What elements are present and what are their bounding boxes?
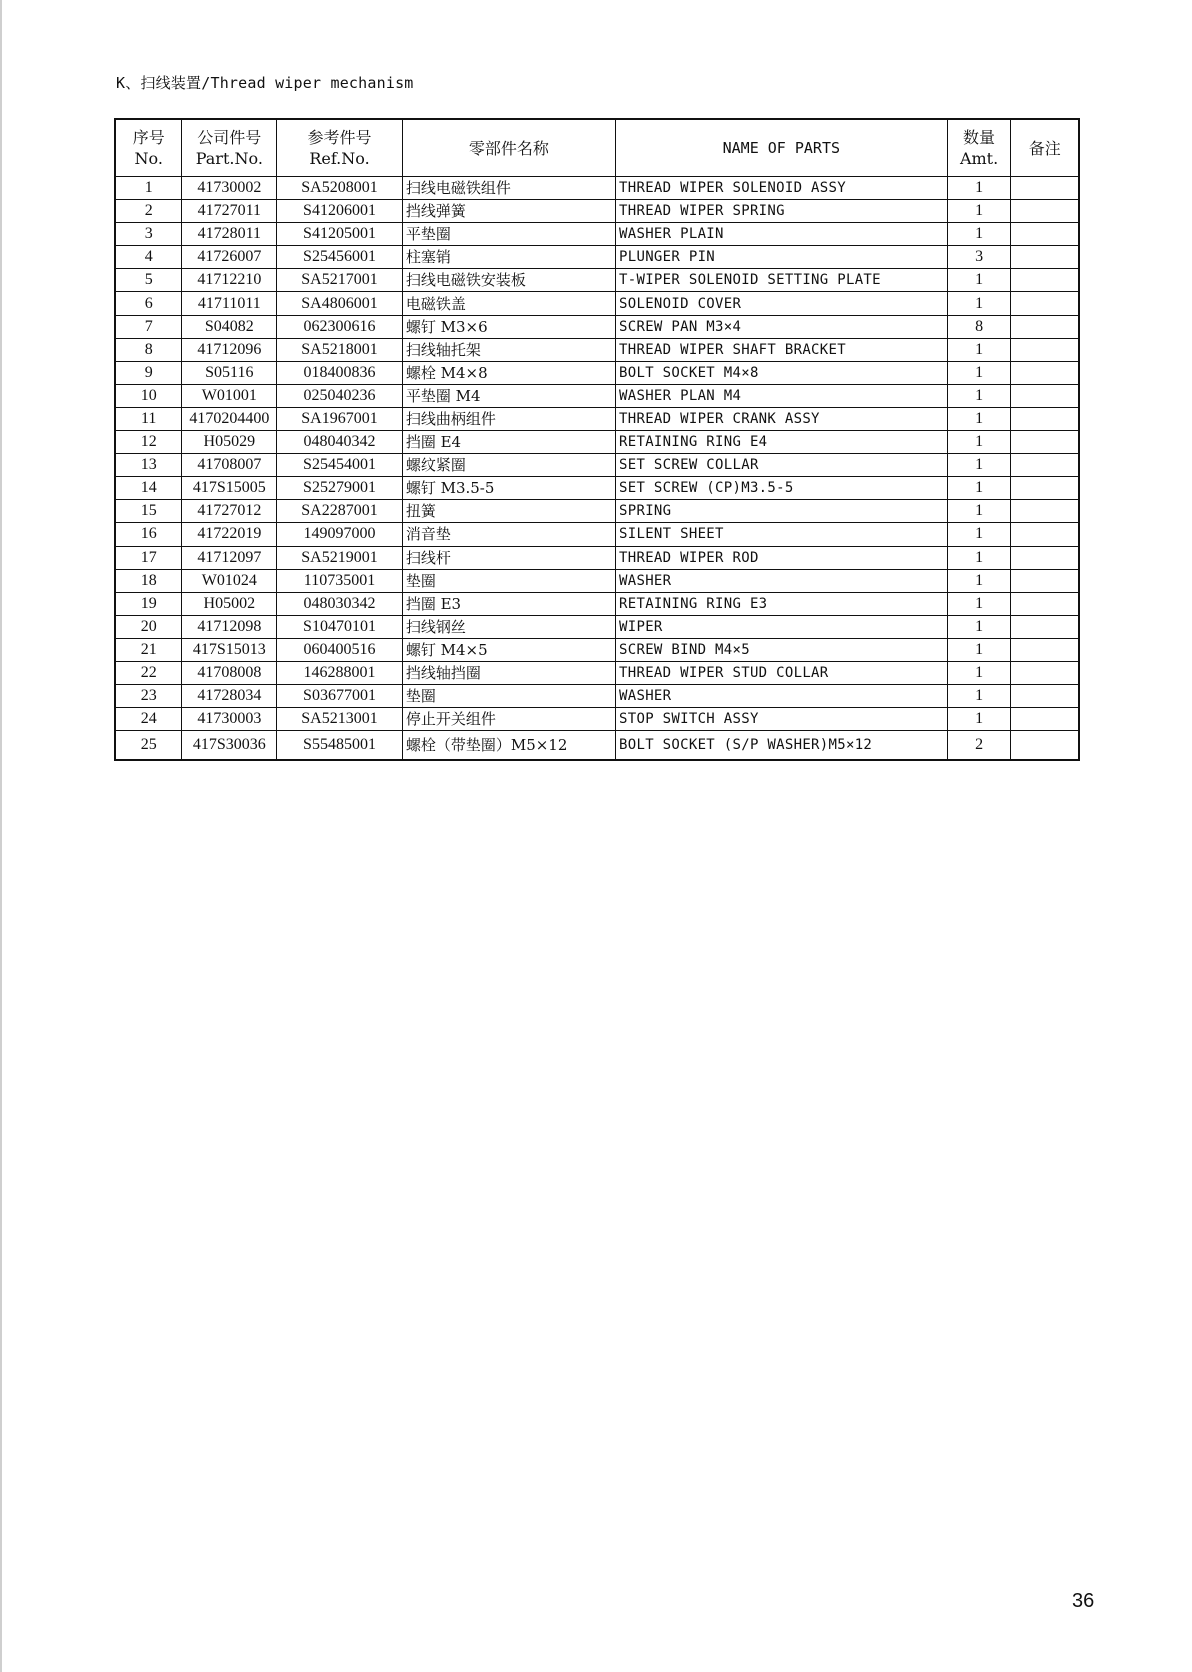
cell-part-no: S05116 — [182, 361, 277, 384]
cell-remark — [1011, 292, 1079, 315]
cell-name-cn: 扫线杆 — [402, 546, 615, 569]
table-row — [115, 407, 1079, 430]
cell-amt: 1 — [947, 454, 1011, 477]
cell-amt: 1 — [947, 407, 1011, 430]
cell-no: 19 — [115, 592, 182, 615]
cell-ref-no: SA5208001 — [277, 177, 403, 200]
cell-ref-no: 062300616 — [277, 315, 403, 338]
cell-name-en: SILENT SHEET — [616, 523, 948, 546]
cell-name-cn: 挡圈 E3 — [402, 592, 615, 615]
cell-name-en: BOLT SOCKET (S/P WASHER)M5×12 — [616, 731, 948, 761]
cell-remark — [1011, 177, 1079, 200]
cell-no: 24 — [115, 708, 182, 731]
table-row — [115, 592, 1079, 615]
cell-amt: 8 — [947, 315, 1011, 338]
cell-part-no: 417S15005 — [182, 477, 277, 500]
cell-name-cn: 螺纹紧圈 — [402, 454, 615, 477]
cell-name-cn: 扭簧 — [402, 500, 615, 523]
cell-name-en: WASHER PLAN M4 — [616, 384, 948, 407]
cell-part-no: 417S15013 — [182, 638, 277, 661]
cell-ref-no: 025040236 — [277, 384, 403, 407]
cell-no: 11 — [115, 407, 182, 430]
cell-ref-no: S25456001 — [277, 246, 403, 269]
cell-no: 12 — [115, 431, 182, 454]
cell-part-no: 41728011 — [182, 223, 277, 246]
table-row — [115, 523, 1079, 546]
table-row — [115, 292, 1079, 315]
cell-amt: 1 — [947, 177, 1011, 200]
cell-ref-no: 146288001 — [277, 661, 403, 684]
table-row — [115, 731, 1079, 761]
cell-ref-no: SA4806001 — [277, 292, 403, 315]
cell-part-no: H05029 — [182, 431, 277, 454]
cell-no: 20 — [115, 615, 182, 638]
cell-name-cn: 扫线电磁铁组件 — [402, 177, 615, 200]
cell-no: 16 — [115, 523, 182, 546]
cell-name-cn: 螺钉 M3×6 — [402, 315, 615, 338]
cell-part-no: 41708008 — [182, 661, 277, 684]
cell-name-cn: 扫线轴托架 — [402, 338, 615, 361]
cell-name-en: THREAD WIPER SOLENOID ASSY — [616, 177, 948, 200]
cell-name-cn: 电磁铁盖 — [402, 292, 615, 315]
cell-remark — [1011, 384, 1079, 407]
cell-part-no: 41712097 — [182, 546, 277, 569]
header-part-no: 公司件号 Part.No. — [182, 119, 277, 177]
cell-ref-no: SA5217001 — [277, 269, 403, 292]
cell-amt: 1 — [947, 569, 1011, 592]
cell-remark — [1011, 731, 1079, 761]
cell-remark — [1011, 569, 1079, 592]
cell-name-en: WASHER PLAIN — [616, 223, 948, 246]
cell-part-no: S04082 — [182, 315, 277, 338]
cell-remark — [1011, 269, 1079, 292]
cell-amt: 1 — [947, 638, 1011, 661]
cell-remark — [1011, 685, 1079, 708]
table-row — [115, 269, 1079, 292]
cell-name-en: SET SCREW (CP)M3.5-5 — [616, 477, 948, 500]
table-row — [115, 615, 1079, 638]
cell-name-cn: 消音垫 — [402, 523, 615, 546]
cell-remark — [1011, 592, 1079, 615]
cell-no: 5 — [115, 269, 182, 292]
cell-amt: 3 — [947, 246, 1011, 269]
cell-name-en: THREAD WIPER SHAFT BRACKET — [616, 338, 948, 361]
table-row — [115, 361, 1079, 384]
cell-ref-no: S41205001 — [277, 223, 403, 246]
cell-name-en: SCREW BIND M4×5 — [616, 638, 948, 661]
cell-part-no: 41708007 — [182, 454, 277, 477]
table-row — [115, 685, 1079, 708]
cell-name-cn: 螺栓（带垫圈）M5×12 — [402, 731, 615, 761]
cell-name-en: SPRING — [616, 500, 948, 523]
table-row — [115, 223, 1079, 246]
cell-no: 21 — [115, 638, 182, 661]
cell-part-no: 41712210 — [182, 269, 277, 292]
cell-name-en: WIPER — [616, 615, 948, 638]
cell-remark — [1011, 477, 1079, 500]
table-row — [115, 384, 1079, 407]
cell-part-no: 41730002 — [182, 177, 277, 200]
cell-no: 8 — [115, 338, 182, 361]
cell-name-en: STOP SWITCH ASSY — [616, 708, 948, 731]
cell-name-cn: 螺钉 M4×5 — [402, 638, 615, 661]
cell-name-cn: 平垫圈 M4 — [402, 384, 615, 407]
cell-name-cn: 扫线钢丝 — [402, 615, 615, 638]
cell-ref-no: 149097000 — [277, 523, 403, 546]
cell-amt: 1 — [947, 592, 1011, 615]
cell-ref-no: S03677001 — [277, 685, 403, 708]
table-row — [115, 708, 1079, 731]
cell-no: 15 — [115, 500, 182, 523]
cell-part-no: 41727012 — [182, 500, 277, 523]
cell-name-cn: 螺栓 M4×8 — [402, 361, 615, 384]
table-row — [115, 200, 1079, 223]
cell-part-no: 41712096 — [182, 338, 277, 361]
cell-part-no: 417S30036 — [182, 731, 277, 761]
cell-no: 17 — [115, 546, 182, 569]
cell-ref-no: SA5218001 — [277, 338, 403, 361]
cell-remark — [1011, 361, 1079, 384]
cell-no: 2 — [115, 200, 182, 223]
table-row — [115, 477, 1079, 500]
cell-part-no: H05002 — [182, 592, 277, 615]
cell-name-en: SET SCREW COLLAR — [616, 454, 948, 477]
cell-name-en: SOLENOID COVER — [616, 292, 948, 315]
header-name-en: NAME OF PARTS — [616, 119, 948, 177]
table-row — [115, 315, 1079, 338]
table-row — [115, 500, 1079, 523]
cell-remark — [1011, 500, 1079, 523]
cell-no: 7 — [115, 315, 182, 338]
cell-amt: 1 — [947, 269, 1011, 292]
cell-amt: 1 — [947, 338, 1011, 361]
cell-ref-no: S25454001 — [277, 454, 403, 477]
cell-part-no: 41727011 — [182, 200, 277, 223]
cell-no: 3 — [115, 223, 182, 246]
cell-ref-no: 048030342 — [277, 592, 403, 615]
cell-ref-no: S55485001 — [277, 731, 403, 761]
table-row — [115, 546, 1079, 569]
cell-no: 18 — [115, 569, 182, 592]
cell-no: 9 — [115, 361, 182, 384]
cell-part-no: 41726007 — [182, 246, 277, 269]
cell-no: 14 — [115, 477, 182, 500]
cell-remark — [1011, 523, 1079, 546]
cell-amt: 1 — [947, 615, 1011, 638]
cell-remark — [1011, 223, 1079, 246]
header-no: 序号 No. — [115, 119, 182, 177]
cell-name-cn: 挡圈 E4 — [402, 431, 615, 454]
table-row — [115, 246, 1079, 269]
cell-name-cn: 挡线轴挡圈 — [402, 661, 615, 684]
cell-amt: 1 — [947, 361, 1011, 384]
cell-no: 23 — [115, 685, 182, 708]
header-amt: 数量 Amt. — [947, 119, 1011, 177]
cell-name-cn: 垫圈 — [402, 569, 615, 592]
cell-ref-no: S10470101 — [277, 615, 403, 638]
cell-ref-no: SA5213001 — [277, 708, 403, 731]
cell-amt: 1 — [947, 292, 1011, 315]
page-left-edge — [0, 0, 2, 1672]
cell-amt: 1 — [947, 708, 1011, 731]
cell-no: 25 — [115, 731, 182, 761]
table-header-row — [115, 119, 1079, 177]
cell-remark — [1011, 546, 1079, 569]
cell-ref-no: S41206001 — [277, 200, 403, 223]
cell-name-en: THREAD WIPER SPRING — [616, 200, 948, 223]
header-remark: 备注 — [1011, 119, 1079, 177]
header-name-cn: 零部件名称 — [402, 119, 615, 177]
cell-no: 4 — [115, 246, 182, 269]
page-number: 36 — [1072, 1590, 1095, 1612]
cell-no: 1 — [115, 177, 182, 200]
cell-amt: 1 — [947, 477, 1011, 500]
cell-name-cn: 停止开关组件 — [402, 708, 615, 731]
table-row — [115, 661, 1079, 684]
cell-amt: 1 — [947, 500, 1011, 523]
cell-amt: 1 — [947, 661, 1011, 684]
cell-ref-no: SA1967001 — [277, 407, 403, 430]
cell-remark — [1011, 246, 1079, 269]
cell-part-no: 41728034 — [182, 685, 277, 708]
cell-name-en: WASHER — [616, 685, 948, 708]
cell-remark — [1011, 454, 1079, 477]
cell-no: 22 — [115, 661, 182, 684]
cell-no: 6 — [115, 292, 182, 315]
cell-remark — [1011, 407, 1079, 430]
cell-ref-no: S25279001 — [277, 477, 403, 500]
cell-part-no: 41730003 — [182, 708, 277, 731]
cell-part-no: 41712098 — [182, 615, 277, 638]
cell-amt: 2 — [947, 731, 1011, 761]
cell-name-en: THREAD WIPER STUD COLLAR — [616, 661, 948, 684]
table-row — [115, 569, 1079, 592]
cell-part-no: W01001 — [182, 384, 277, 407]
cell-name-cn: 螺钉 M3.5-5 — [402, 477, 615, 500]
cell-remark — [1011, 661, 1079, 684]
cell-ref-no: 110735001 — [277, 569, 403, 592]
cell-ref-no: 048040342 — [277, 431, 403, 454]
cell-amt: 1 — [947, 431, 1011, 454]
cell-name-en: WASHER — [616, 569, 948, 592]
cell-remark — [1011, 338, 1079, 361]
section-title: K、扫线装置/Thread wiper mechanism — [116, 74, 414, 92]
cell-amt: 1 — [947, 200, 1011, 223]
cell-name-cn: 柱塞销 — [402, 246, 615, 269]
table-row — [115, 431, 1079, 454]
cell-name-cn: 扫线曲柄组件 — [402, 407, 615, 430]
cell-ref-no: SA5219001 — [277, 546, 403, 569]
table-row — [115, 454, 1079, 477]
cell-ref-no: SA2287001 — [277, 500, 403, 523]
cell-name-cn: 垫圈 — [402, 685, 615, 708]
cell-part-no: W01024 — [182, 569, 277, 592]
cell-no: 10 — [115, 384, 182, 407]
cell-name-en: PLUNGER PIN — [616, 246, 948, 269]
cell-amt: 1 — [947, 384, 1011, 407]
cell-part-no: 4170204400 — [182, 407, 277, 430]
cell-remark — [1011, 200, 1079, 223]
cell-name-en: T-WIPER SOLENOID SETTING PLATE — [616, 269, 948, 292]
cell-remark — [1011, 315, 1079, 338]
cell-ref-no: 018400836 — [277, 361, 403, 384]
cell-name-en: BOLT SOCKET M4×8 — [616, 361, 948, 384]
cell-amt: 1 — [947, 523, 1011, 546]
cell-amt: 1 — [947, 223, 1011, 246]
table-row — [115, 338, 1079, 361]
table-row — [115, 177, 1079, 200]
header-ref-no: 参考件号 Ref.No. — [277, 119, 403, 177]
cell-part-no: 41711011 — [182, 292, 277, 315]
cell-remark — [1011, 431, 1079, 454]
cell-name-en: THREAD WIPER CRANK ASSY — [616, 407, 948, 430]
cell-no: 13 — [115, 454, 182, 477]
parts-table — [114, 118, 1080, 761]
cell-name-cn: 平垫圈 — [402, 223, 615, 246]
cell-name-en: THREAD WIPER ROD — [616, 546, 948, 569]
cell-remark — [1011, 638, 1079, 661]
cell-name-en: RETAINING RING E3 — [616, 592, 948, 615]
cell-name-en: RETAINING RING E4 — [616, 431, 948, 454]
cell-remark — [1011, 615, 1079, 638]
cell-amt: 1 — [947, 685, 1011, 708]
cell-name-cn: 扫线电磁铁安装板 — [402, 269, 615, 292]
cell-part-no: 41722019 — [182, 523, 277, 546]
cell-amt: 1 — [947, 546, 1011, 569]
cell-name-en: SCREW PAN M3×4 — [616, 315, 948, 338]
cell-name-cn: 挡线弹簧 — [402, 200, 615, 223]
cell-remark — [1011, 708, 1079, 731]
table-row — [115, 638, 1079, 661]
cell-ref-no: 060400516 — [277, 638, 403, 661]
